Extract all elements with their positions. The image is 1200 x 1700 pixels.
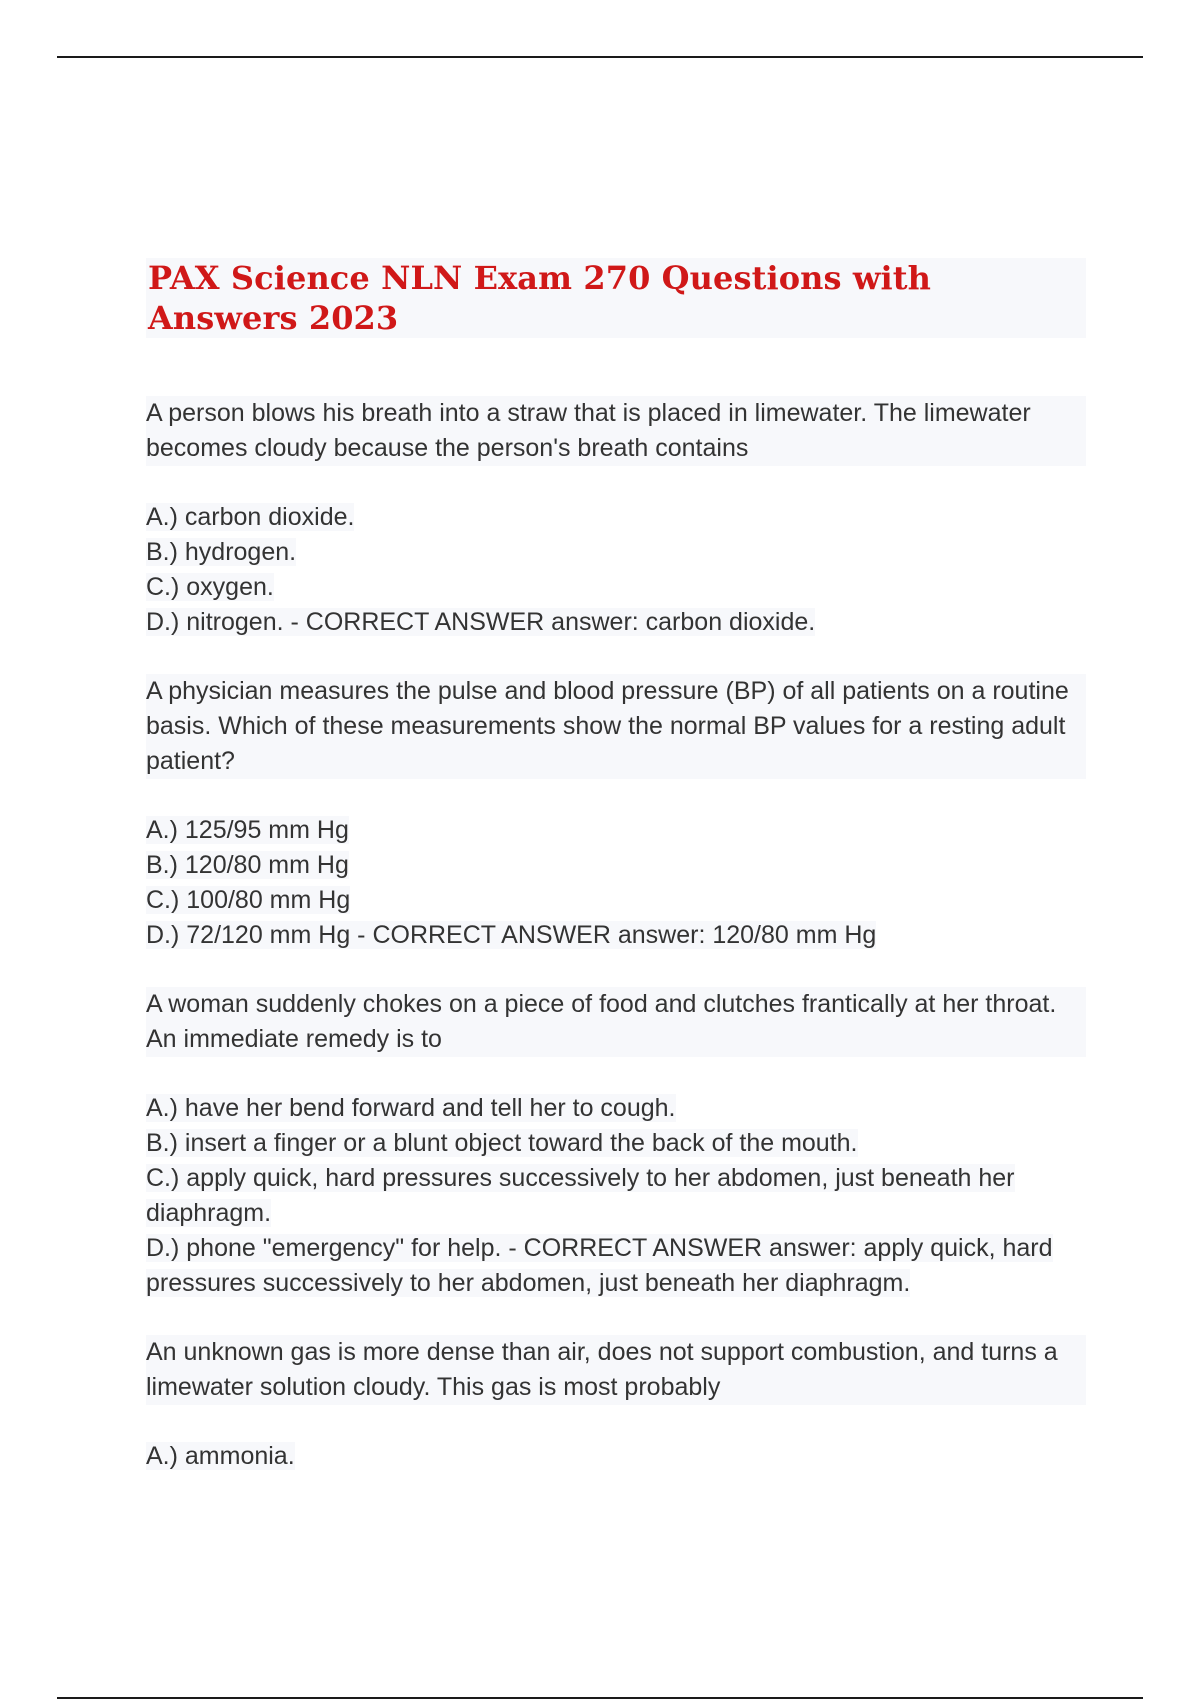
footer-rule [57, 1697, 1143, 1699]
answer-option: A.) 125/95 mm Hg [146, 816, 349, 844]
header-rule [57, 56, 1143, 58]
question-prompt: A physician measures the pulse and blood pressure (BP) of all patients on a routine basis. Which of these measurements show the normal BP values for a resting adult patient? [146, 674, 1086, 779]
document-title: PAX Science NLN Exam 270 Questions with Answers 2023 [146, 258, 1086, 338]
answer-option: B.) hydrogen. [146, 538, 297, 566]
answer-option: A.) carbon dioxide. [146, 503, 355, 531]
answer-option-with-correct-answer: D.) nitrogen. - CORRECT ANSWER answer: carbon dioxide. [146, 608, 816, 636]
question-list [146, 396, 1086, 1474]
answer-option: B.) insert a finger or a blunt object toward the back of the mouth. [146, 1129, 858, 1157]
question-prompt: An unknown gas is more dense than air, does not support combustion, and turns a limewater solution cloudy. This gas is most probably [146, 1335, 1086, 1405]
answer-option: A.) ammonia. [146, 1442, 295, 1470]
answer-option: A.) have her bend forward and tell her to cough. [146, 1094, 676, 1122]
answer-option: C.) 100/80 mm Hg [146, 886, 351, 914]
question-prompt: A woman suddenly chokes on a piece of food and clutches frantically at her throat. An immediate remedy is to [146, 987, 1086, 1057]
answer-option: B.) 120/80 mm Hg [146, 851, 349, 879]
answer-option-with-correct-answer: D.) 72/120 mm Hg - CORRECT ANSWER answer: 120/80 mm Hg [146, 921, 877, 949]
answer-option: C.) oxygen. [146, 573, 274, 601]
question-1 [146, 396, 1086, 640]
question-prompt: A person blows his breath into a straw that is placed in limewater. The limewater becomes cloudy because the person's breath contains [146, 396, 1086, 466]
answer-option-with-correct-answer: D.) phone "emergency" for help. - CORRECT ANSWER answer: apply quick, hard pressures successively to her abdomen, just beneath her diaphragm. [146, 1234, 1053, 1297]
question-2 [146, 674, 1086, 953]
document-body [146, 258, 1086, 1508]
answer-option: C.) apply quick, hard pressures successively to her abdomen, just beneath her diaphragm. [146, 1164, 1015, 1227]
question-3 [146, 987, 1086, 1301]
question-4 [146, 1335, 1086, 1474]
